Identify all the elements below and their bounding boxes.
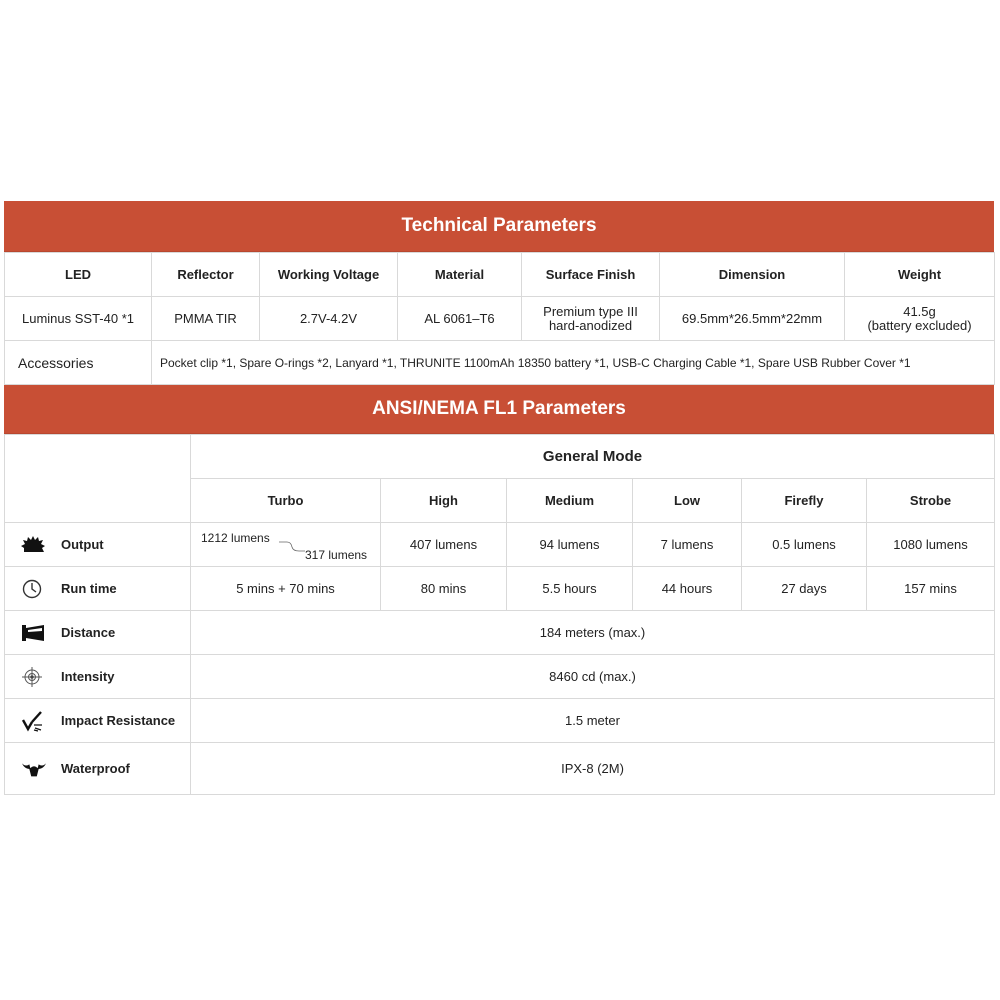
header-reflector: Reflector — [152, 253, 260, 297]
mode-low: Low — [633, 479, 742, 523]
waterproof-label: Waterproof — [61, 760, 130, 776]
value-led: Luminus SST-40 *1 — [5, 297, 152, 341]
runtime-firefly: 27 days — [742, 567, 867, 611]
runtime-label: Run time — [61, 580, 117, 596]
technical-table — [4, 252, 995, 385]
weight-line1: 41.5g — [903, 303, 936, 319]
waterproof-label-cell — [5, 743, 191, 795]
header-material: Material — [398, 253, 522, 297]
accessories-label: Accessories — [5, 341, 152, 385]
general-mode-row — [5, 435, 995, 479]
clock-icon — [21, 578, 47, 600]
output-label-cell — [5, 523, 191, 567]
impact-icon — [21, 710, 47, 732]
runtime-low: 44 hours — [633, 567, 742, 611]
header-weight: Weight — [845, 253, 995, 297]
value-dimension: 69.5mm*26.5mm*22mm — [660, 297, 845, 341]
runtime-high: 80 mins — [381, 567, 507, 611]
surface-finish-line2: hard-anodized — [548, 317, 633, 333]
impact-label: Impact Resistance — [61, 712, 176, 728]
general-mode-title: General Mode — [191, 435, 995, 479]
header-surface-finish: Surface Finish — [522, 253, 660, 297]
blank-corner-cell — [5, 435, 191, 523]
technical-header-row — [5, 253, 995, 297]
mode-high: High — [381, 479, 507, 523]
spec-sheet — [4, 201, 994, 795]
output-starburst-icon — [21, 534, 47, 556]
intensity-label: Intensity — [61, 668, 115, 684]
distance-label-cell — [5, 611, 191, 655]
crosshair-icon — [21, 666, 47, 688]
accessories-row — [5, 341, 995, 385]
waterproof-value: IPX-8 (2M) — [191, 743, 995, 795]
ansi-parameters-title: ANSI/NEMA FL1 Parameters — [4, 385, 994, 434]
runtime-label-cell — [5, 567, 191, 611]
output-high: 407 lumens — [381, 523, 507, 567]
impact-value: 1.5 meter — [191, 699, 995, 743]
beam-distance-icon — [21, 622, 47, 644]
impact-label-cell — [5, 699, 191, 743]
value-surface-finish — [522, 297, 660, 341]
distance-value: 184 meters (max.) — [191, 611, 995, 655]
ansi-table — [4, 434, 995, 795]
weight-line2: (battery excluded) — [867, 317, 972, 333]
output-strobe: 1080 lumens — [867, 523, 995, 567]
intensity-value: 8460 cd (max.) — [191, 655, 995, 699]
output-medium: 94 lumens — [507, 523, 633, 567]
intensity-label-cell — [5, 655, 191, 699]
technical-parameters-title: Technical Parameters — [4, 201, 994, 252]
technical-value-row — [5, 297, 995, 341]
mode-firefly: Firefly — [742, 479, 867, 523]
distance-row — [5, 611, 995, 655]
output-low: 7 lumens — [633, 523, 742, 567]
header-dimension: Dimension — [660, 253, 845, 297]
runtime-turbo: 5 mins + 70 mins — [191, 567, 381, 611]
intensity-row — [5, 655, 995, 699]
header-working-voltage: Working Voltage — [260, 253, 398, 297]
output-turbo-end: 317 lumens — [305, 548, 368, 562]
value-working-voltage: 2.7V-4.2V — [260, 297, 398, 341]
header-led: LED — [5, 253, 152, 297]
mode-medium: Medium — [507, 479, 633, 523]
output-turbo — [191, 523, 381, 567]
runtime-medium: 5.5 hours — [507, 567, 633, 611]
value-reflector: PMMA TIR — [152, 297, 260, 341]
distance-label: Distance — [61, 624, 116, 640]
impact-row — [5, 699, 995, 743]
output-label: Output — [61, 536, 104, 552]
value-weight — [845, 297, 995, 341]
output-firefly: 0.5 lumens — [742, 523, 867, 567]
runtime-row — [5, 567, 995, 611]
surface-finish-line1: Premium type III — [543, 303, 638, 319]
output-decline-line — [279, 541, 305, 553]
accessories-text: Pocket clip *1, Spare O-rings *2, Lanyard *1, THRUNITE 1100mAh 18350 battery *1, USB-C Charging Cable *1, Spare USB Rubber Cover *1 — [152, 341, 995, 385]
output-row — [5, 523, 995, 567]
mode-strobe: Strobe — [867, 479, 995, 523]
waterproof-row — [5, 743, 995, 795]
runtime-strobe: 157 mins — [867, 567, 995, 611]
mode-turbo: Turbo — [191, 479, 381, 523]
output-turbo-start: 1212 lumens — [201, 531, 270, 545]
waterproof-icon — [21, 758, 47, 780]
value-material: AL 6061–T6 — [398, 297, 522, 341]
